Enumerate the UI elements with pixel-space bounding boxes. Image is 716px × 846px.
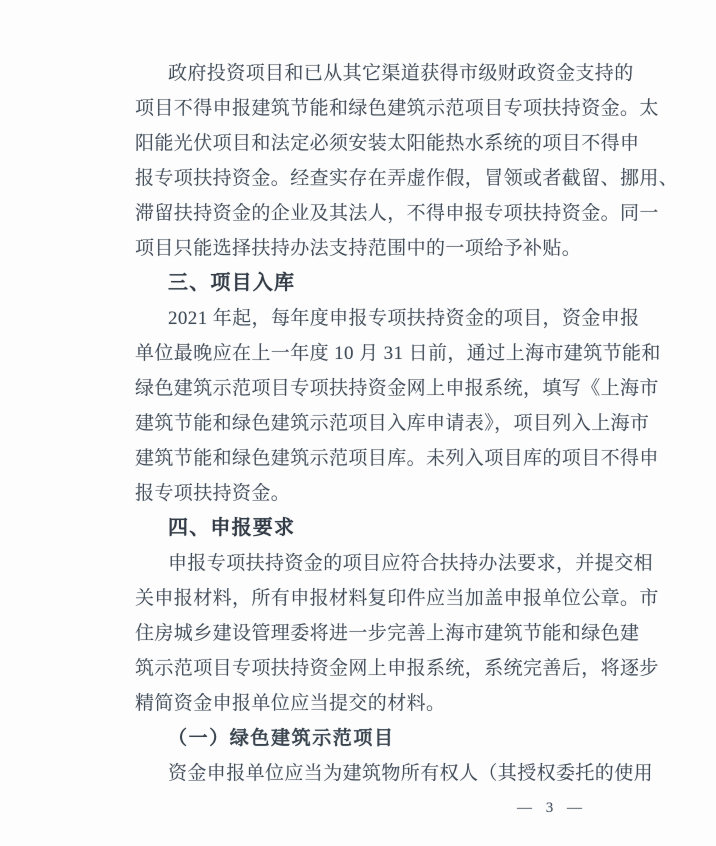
text-line: 政府投资项目和已从其它渠道获得市级财政资金支持的 [168, 63, 634, 84]
text-line: 阳能光伏项目和法定必须安装太阳能热水系统的项目不得申 [135, 133, 640, 154]
text-line: 滞留扶持资金的企业及其法人，不得申报专项扶持资金。同一 [135, 203, 659, 224]
document-content [135, 56, 692, 791]
text-line: 住房城乡建设管理委将进一步完善上海市建筑节能和绿色建 [135, 623, 640, 644]
text-line: 资金申报单位应当为建筑物所有权人（其授权委托的使用 [168, 763, 654, 784]
text-line: 项目只能选择扶持办法支持范围中的一项给予补贴。 [135, 238, 582, 259]
text-line: 建筑节能和绿色建筑示范项目库。未列入项目库的项目不得申 [135, 448, 659, 469]
text-line: 建筑节能和绿色建筑示范项目入库申请表》，项目列入上海市 [135, 413, 650, 434]
page-number: — 3 — [517, 800, 587, 816]
subsection-heading-green-building: （一）绿色建筑示范项目 [168, 728, 395, 749]
text-line: 报专项扶持资金。 [135, 483, 291, 504]
text-line: 2021 年起，每年度申报专项扶持资金的项目，资金申报 [168, 308, 640, 329]
section-heading-project-registry: 三、项目入库 [168, 272, 296, 294]
text-line: 关申报材料，所有申报材料复印件应当加盖申报单位公章。市 [135, 588, 659, 609]
text-line: 筑示范项目专项扶持资金网上申报系统，系统完善后，将逐步 [135, 658, 659, 679]
text-line: 报专项扶持资金。经查实存在弄虚作假，冒领或者截留、挪用、 [135, 168, 679, 189]
text-line: 申报专项扶持资金的项目应符合扶持办法要求，并提交相 [168, 553, 654, 574]
text-line: 项目不得申报建筑节能和绿色建筑示范项目专项扶持资金。太 [135, 98, 659, 119]
text-line: 单位最晚应在上一年度 10 月 31 日前，通过上海市建筑节能和 [135, 343, 661, 364]
section-heading-application-requirements: 四、申报要求 [168, 517, 296, 539]
text-line: 精简资金申报单位应当提交的材料。 [135, 693, 446, 714]
text-line: 绿色建筑示范项目专项扶持资金网上申报系统，填写《上海市 [135, 378, 659, 399]
